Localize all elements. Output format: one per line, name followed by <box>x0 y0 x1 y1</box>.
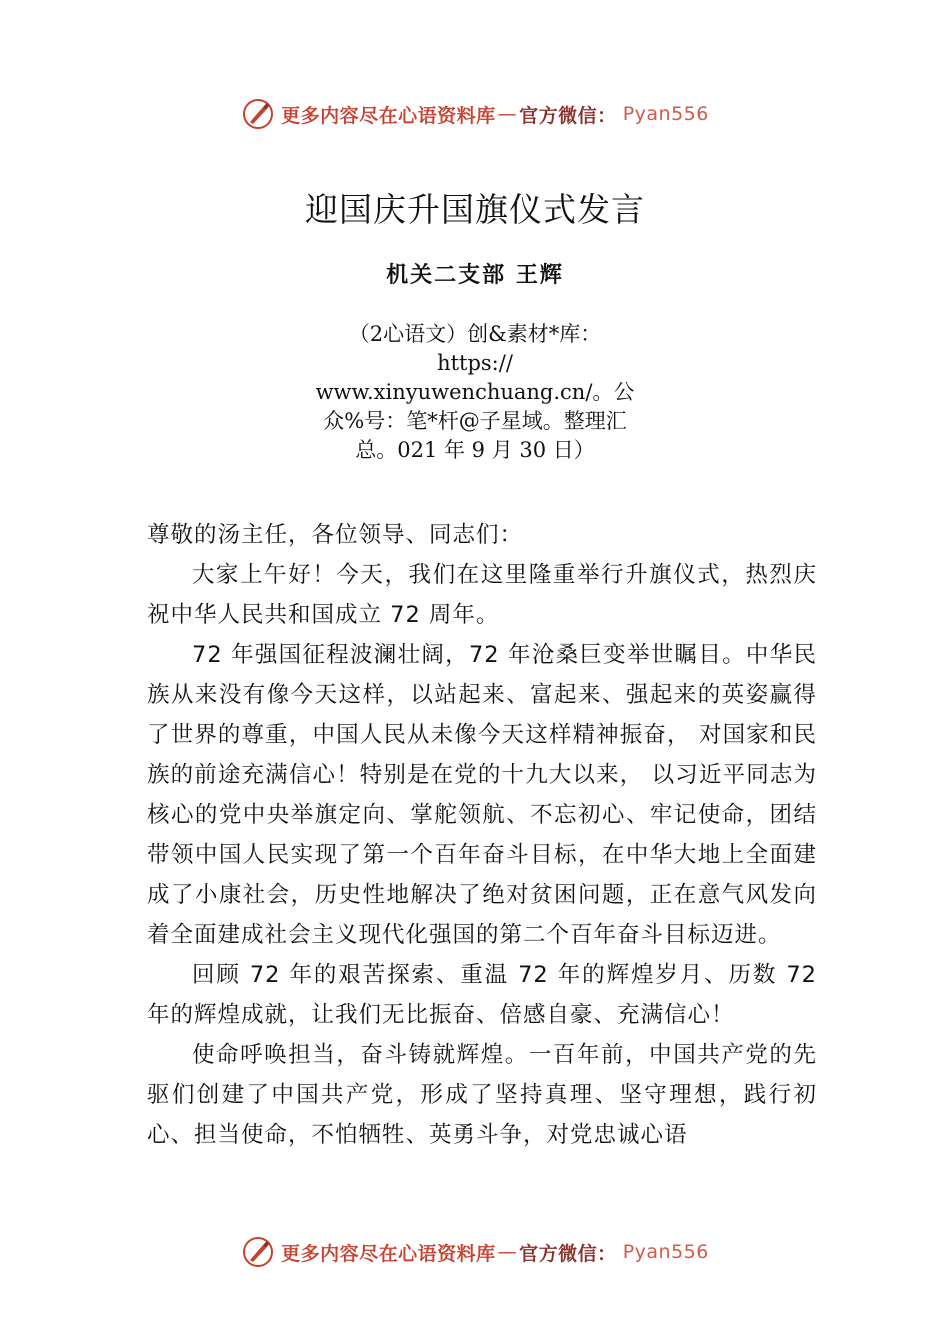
source-line: www.xinyuwenchuang.cn/。公 <box>315 380 635 404</box>
pen-logo-icon <box>241 1235 275 1269</box>
document-author: 机关二支部 王辉 <box>386 262 564 288</box>
watermark-wechat-id: Pyan556 <box>622 1241 709 1263</box>
watermark-dash: — <box>497 1241 518 1263</box>
source-line: （2心语文）创&素材*库： <box>348 322 602 346</box>
paragraph: 使命呼唤担当，奋斗铸就辉煌。一百年前，中国共产党的先驱们创建了中国共产党，形成了坚持真理、坚守理想，践行初心、担当使命，不怕牺牲、英勇斗争，对党忠诚心语 <box>147 1042 817 1148</box>
watermark-dash: — <box>497 103 518 125</box>
salutation: 尊敬的汤主任，各位领导、同志们： <box>147 522 524 548</box>
paragraph: 大家上午好！今天，我们在这里隆重举行升旗仪式，热烈庆祝中华人民共和国成立 72 周年。 <box>147 562 817 628</box>
watermark-brand: 更多内容尽在心语资料库 <box>281 104 496 127</box>
source-line: 众%号：笔*杆@子星域。整理汇 <box>323 409 627 433</box>
paragraph: 72 年强国征程波澜壮阔，72 年沧桑巨变举世瞩目。中华民族从来没有像今天这样，以站起来、富起来、强起来的英姿赢得了世界的尊重，中国人民从未像今天这样精神振奋， 对国家和民族的前途充满信心！特别是在党的十九大以来， 以习近平同志为核心的党中央举旗定向、掌舵领航、不忘初心、牢记使命，团结带领中国人民实现了第一个百年奋斗目标，在中华大地上全面建成了小康社会，历史性地解决了绝对贫困问题，正在意气风发向着全面建成社会主义现代化强国的第二个百年奋斗目标迈进。 <box>147 642 817 948</box>
source-line: https:// <box>437 351 513 375</box>
watermark-wechat-id: Pyan556 <box>622 103 709 125</box>
source-line: 总。021 年 9 月 30 日） <box>355 438 595 462</box>
watermark-official-label: 官方微信： <box>519 1242 617 1265</box>
speech-body <box>147 515 817 1155</box>
watermark-official-label: 官方微信： <box>519 104 617 127</box>
header-watermark <box>0 94 950 134</box>
document-title: 迎国庆升国旗仪式发言 <box>305 190 645 229</box>
paragraph: 回顾 72 年的艰苦探索、重温 72 年的辉煌岁月、历数 72 年的辉煌成就，让我们无比振奋、倍感自豪、充满信心！ <box>147 962 817 1028</box>
pen-logo-icon <box>241 97 275 131</box>
footer-watermark <box>0 1232 950 1272</box>
source-note <box>290 320 660 465</box>
watermark-brand: 更多内容尽在心语资料库 <box>281 1242 496 1265</box>
